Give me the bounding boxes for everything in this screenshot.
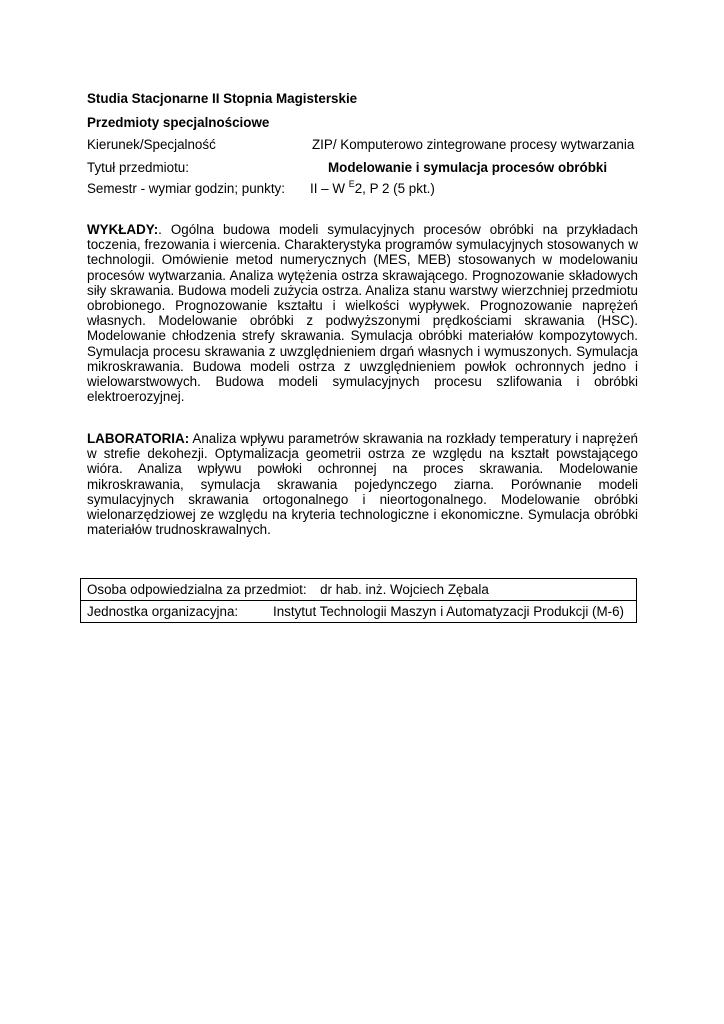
course-group-heading: Przedmioty specjalnościowe: [87, 115, 270, 130]
semester-exam-mark: E: [348, 179, 355, 189]
responsible-person-cell: [81, 579, 637, 601]
direction-value: ZIP/ Komputerowo zintegrowane procesy wytwarzania: [312, 137, 635, 152]
laboratory-label: LABORATORIA:: [87, 431, 190, 446]
semester-value: [310, 181, 435, 198]
responsibility-table: [80, 578, 637, 623]
responsible-person-label: Osoba odpowiedzialna za przedmiot:: [87, 581, 307, 597]
subject-title: Modelowanie i symulacja procesów obróbki: [328, 160, 608, 175]
semester-prefix: II – W: [310, 181, 345, 196]
table-row: [81, 579, 637, 601]
lectures-text: . Ogólna budowa modeli symulacyjnych procesów obróbki na przykładach toczenia, frezowania i wiercenia. Charakterystyka programów symulacyjnych stosowanych w technologii. Omówienie metod numerycznych (MES, MEB) stosowanych w modelowaniu procesów wytwarzania. Analiza wytężenia ostrza skrawającego. Prognozowanie składowych siły skrawania. Budowa modeli zużycia ostrza. Analiza stanu warstwy wierzchniej przedmiotu obrobionego. Prognozowanie kształtu i wielkości wypływek. Prognozowanie naprężeń własnych. Modelowanie obróbki z podwyższonymi prędkościami skrawania (HSC). Modelowanie chłodzenia strefy skrawania. Symulacja obróbki materiałów kompozytowych. Symulacja procesu skrawania z uwzględnieniem drgań własnych i wymuszonych. Symulacja mikroskrawania. Budowa modeli ostrza z uwzględnieniem powłok ochronnych jedno i wielowarstwowych. Budowa modeli symulacyjnych procesu szlifowania i obróbki elektroerozyjnej.: [87, 222, 638, 405]
semester-label: Semestr - wymiar godzin; punkty:: [87, 181, 285, 196]
laboratory-text: Analiza wpływu parametrów skrawania na rozkłady temperatury i naprężeń w strefie dekohezji. Optymalizacja geometrii ostrza ze względu na kształt powstającego wióra. Analiza wpływu powłoki ochronnej na proces skrawania. Modelowanie mikroskrawania, symulacja skrawania pojedynczego ziarna. Porównanie modeli symulacyjnych skrawania ortogonalnego i nieortogonalnego. Modelowanie obróbki wielonarzędziowej ze względu na kryteria technologiczne i ekonomiczne. Symulacja obróbki materiałów trudnoskrawalnych.: [87, 431, 638, 538]
semester-suffix: 2, P 2 (5 pkt.): [354, 181, 435, 196]
organizational-unit-value: Instytut Technologii Maszyn i Automatyzacji Produkcji (M-6): [273, 603, 625, 619]
study-type-heading: Studia Stacjonarne II Stopnia Magisterskie: [87, 91, 358, 106]
lectures-section: [87, 222, 638, 404]
lectures-label: WYKŁADY:: [87, 222, 159, 237]
table-row: [81, 601, 637, 623]
direction-label: Kierunek/Specjalność: [87, 137, 216, 152]
responsible-person-value: dr hab. inż. Wojciech Zębala: [320, 581, 489, 597]
subject-label: Tytuł przedmiotu:: [87, 160, 189, 175]
organizational-unit-cell: [81, 601, 637, 623]
organizational-unit-label: Jednostka organizacyjna:: [87, 603, 239, 619]
laboratory-section: [87, 431, 638, 537]
